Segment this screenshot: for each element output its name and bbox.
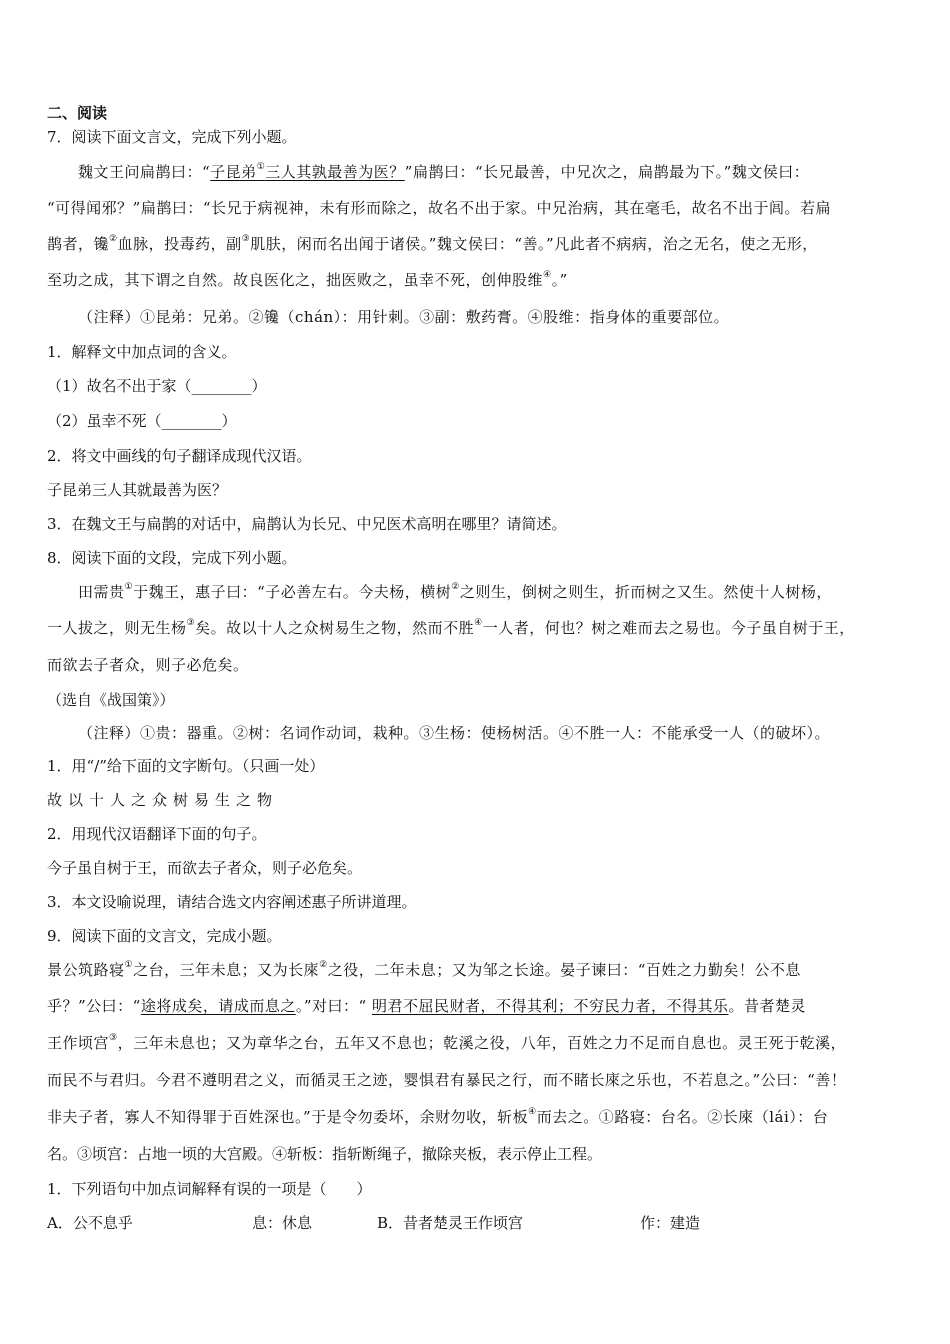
q8-passage-line-1: 田需贵①于魏王，惠子曰：“子必善左右。今夫杨，横树②之则生，倒树之则生，折而树之又生。然使十人树杨， bbox=[78, 582, 832, 601]
q7-underlined-sentence: 子昆弟①三人其孰最善为医？ bbox=[210, 162, 405, 181]
q8-sub3: 3．本文设喻说理，请结合选文内容阐述惠子所讲道理。 bbox=[47, 893, 417, 911]
q9-passage-line-6: 名。③顷宫：占地一顷的大宫殿。④斩板：指斩断绳子，撤除夹板，表示停止工程。 bbox=[47, 1145, 603, 1163]
q9-option-a: A．公不息乎 bbox=[47, 1214, 133, 1232]
q7-passage-line-2: “可得闻邪？”扁鹊曰：“长兄于病视神，未有形而除之，故名不出于家。中兄治病，其在毫毛，故名不出于闾。若扁 bbox=[47, 199, 832, 217]
q9-sub1: 1．下列语句中加点词解释有误的一项是（ ） bbox=[47, 1180, 372, 1198]
q8-notes: （注释）①贵：器重。②树：名词作动词，栽种。③生杨：使杨树活。④不胜一人：不能承受一人（的破坏）。 bbox=[78, 724, 831, 742]
q9-passage-line-3: 王作顷宫③，三年未息也；又为章华之台，五年又不息也；乾溪之役，八年，百姓之力不足而自息也。灵王死于乾溪， bbox=[47, 1033, 847, 1052]
q9-passage-line-1: 景公筑路寝①之台，三年未息；又为长庲②之役，二年未息；又为邹之长途。晏子谏曰：“百姓之力勤矣！公不息 bbox=[47, 960, 801, 979]
q7-sub1-item2: （2）虽幸不死（________） bbox=[47, 412, 237, 430]
q9-underlined-phrase-2: 明君不屈民财者，不得其利；不穷民力者，不得其乐 bbox=[371, 997, 729, 1015]
q8-passage-line-3: 而欲去子者众，则子必危矣。 bbox=[47, 656, 249, 674]
q7-heading: 7．阅读下面文言文，完成下列小题。 bbox=[47, 128, 297, 146]
q9-passage-line-5: 非夫子者，寡人不知得罪于百姓深也。”于是令勿委坏，余财勿收，斩板④而去之。①路寝：台名。②长庲（lái）：台 bbox=[47, 1107, 829, 1126]
q8-sub1-text: 故以十人之众树易生之物 bbox=[47, 791, 279, 809]
q7-passage-line-1: 魏文王问扁鹊曰：“子昆弟①三人其孰最善为医？”扁鹊曰：“长兄最善，中兄次之，扁鹊最为下。”魏文侯曰： bbox=[78, 162, 810, 181]
q8-heading: 8．阅读下面的文段，完成下列小题。 bbox=[47, 549, 297, 567]
q9-option-b: B．昔者楚灵王作顷宫 bbox=[377, 1214, 524, 1232]
q7-sub2-text: 子昆弟三人其就最善为医？ bbox=[47, 481, 228, 499]
q7-sub3: 3．在魏文王与扁鹊的对话中，扁鹊认为长兄、中兄医术高明在哪里？请简述。 bbox=[47, 515, 567, 533]
q8-sub2: 2．用现代汉语翻译下面的句子。 bbox=[47, 825, 267, 843]
q9-heading: 9．阅读下面的文言文，完成小题。 bbox=[47, 927, 282, 945]
q9-passage-line-2: 乎？”公曰：“途将成矣，请成而息之。”对曰：“ 明君不屈民财者，不得其利；不穷民力者，不得其乐。昔者楚灵 bbox=[47, 997, 806, 1015]
q7-sub1: 1．解释文中加点词的含义。 bbox=[47, 343, 237, 361]
q8-sub1: 1．用“/”给下面的文字断句。（只画一处） bbox=[47, 757, 325, 775]
q8-source: （选自《战国策》） bbox=[47, 691, 175, 709]
q7-passage-line-3: 鹊者，镵②血脉，投毒药，副③肌肤，闲而名出闻于诸侯。”魏文侯曰：“善。”凡此者不病病，治之无名，使之无形， bbox=[47, 234, 818, 253]
q7-sub2: 2．将文中画线的句子翻译成现代汉语。 bbox=[47, 447, 312, 465]
q8-sub2-text: 今子虽自树于王，而欲去子者众，则子必危矣。 bbox=[47, 859, 363, 877]
q7-sub1-item1: （1）故名不出于家（________） bbox=[47, 377, 267, 395]
section-title: 二、阅读 bbox=[47, 104, 108, 122]
q8-passage-line-2: 一人拔之，则无生杨③矣。故以十人之众树易生之物，然而不胜④一人者，何也？树之难而去之易也。今子虽自树于王， bbox=[47, 618, 855, 637]
q9-option-b-explanation: 作：建造 bbox=[640, 1214, 701, 1232]
q7-notes: （注释）①昆弟：兄弟。②镵（chán）：用针刺。③副：敷药膏。④股维：指身体的重要部位。 bbox=[78, 308, 730, 326]
q9-underlined-phrase-1: 途将成矣，请成而息之 bbox=[140, 997, 296, 1015]
q7-passage-line-4: 至功之成，其下谓之自然。故良医化之，拙医败之，虽幸不死，创伸股维④。” bbox=[47, 270, 568, 289]
q9-passage-line-4: 而民不与君归。今君不遵明君之义，而循灵王之迹，婴惧君有暴民之行，而不睹长庲之乐也，不若息之。”公曰：“善！ bbox=[47, 1071, 847, 1089]
q9-option-a-explanation: 息：休息 bbox=[252, 1214, 313, 1232]
